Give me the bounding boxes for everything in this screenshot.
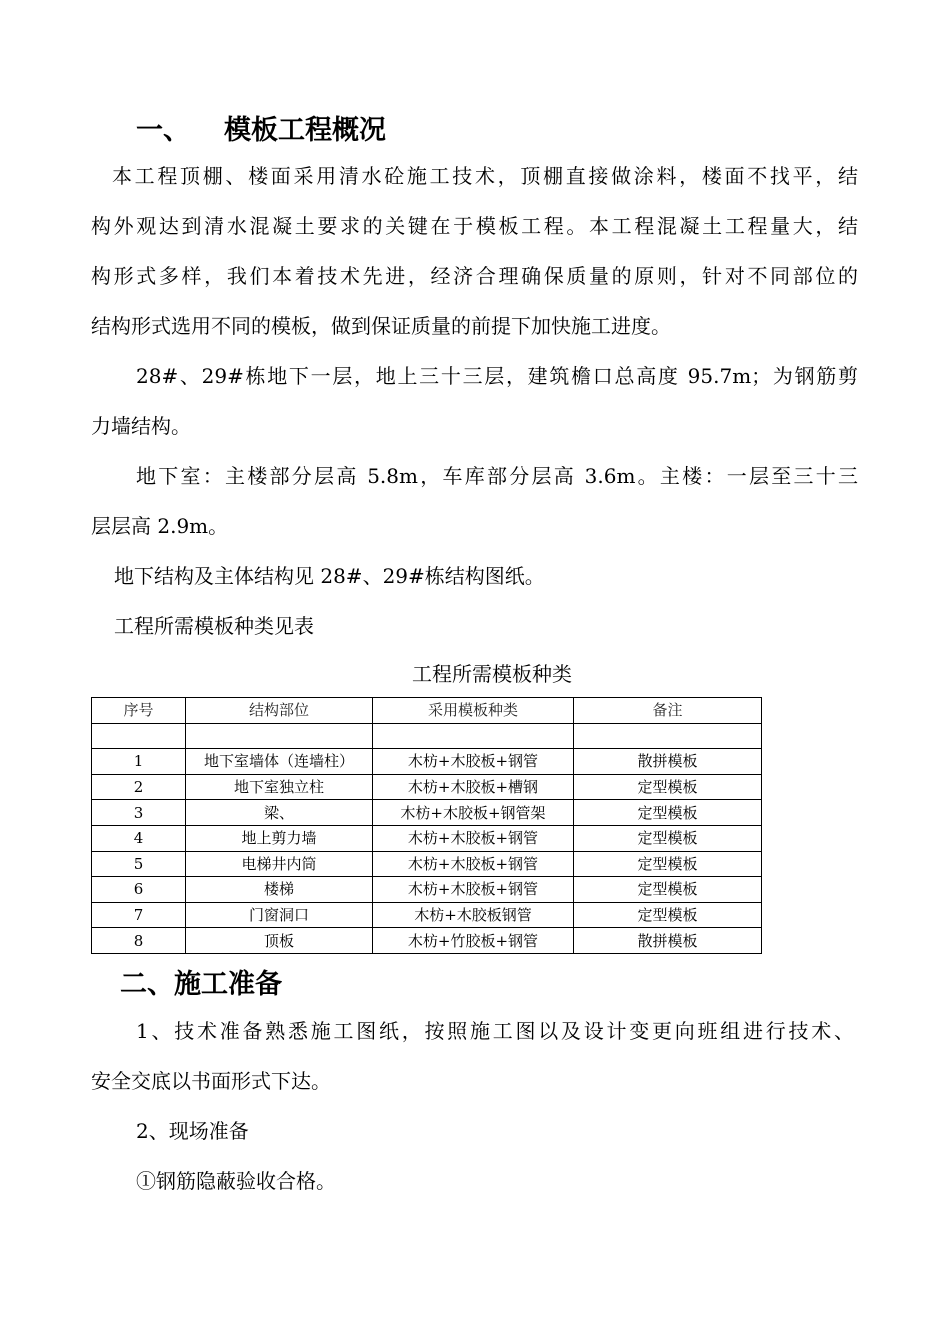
table-cell — [186, 723, 373, 749]
table-row — [92, 902, 762, 928]
table-header-cell: 备注 — [574, 698, 762, 724]
paragraph-1-line-2: 构外观达到清水混凝土要求的关键在于模板工程。本工程混凝土工程量大，结 — [91, 214, 858, 238]
paragraph-1-line-4: 结构形式选用不同的模板，做到保证质量的前提下加快施工进度。 — [91, 314, 671, 338]
table-row — [92, 851, 762, 877]
paragraph-4: 地下结构及主体结构见 28#、29#栋结构图纸。 — [114, 564, 545, 588]
table-header-cell: 序号 — [92, 698, 186, 724]
table-cell: 定型模板 — [574, 902, 762, 928]
table-row — [92, 800, 762, 826]
table-cell: 散拼模板 — [574, 749, 762, 775]
table-cell: 6 — [92, 877, 186, 903]
table-cell: 定型模板 — [574, 800, 762, 826]
table-cell: 电梯井内筒 — [186, 851, 373, 877]
table-cell: 5 — [92, 851, 186, 877]
paragraph-1-line-3: 构形式多样，我们本着技术先进，经济合理确保质量的原则，针对不同部位的 — [91, 264, 858, 288]
table-cell: 定型模板 — [574, 774, 762, 800]
table-cell: 定型模板 — [574, 851, 762, 877]
table-row — [92, 825, 762, 851]
table-cell: 木枋+木胶板+钢管 — [373, 851, 574, 877]
paragraph-2-line-2: 力墙结构。 — [91, 414, 191, 438]
table-cell: 3 — [92, 800, 186, 826]
table-cell: 木枋+木胶板+钢管架 — [373, 800, 574, 826]
table-cell: 地上剪力墙 — [186, 825, 373, 851]
table-cell: 木枋+木胶板+钢管 — [373, 877, 574, 903]
table-cell: 木枋+木胶板+钢管 — [373, 825, 574, 851]
table-cell: 梁、 — [186, 800, 373, 826]
item-2-1: ①钢筋隐蔽验收合格。 — [136, 1169, 336, 1193]
table-caption: 工程所需模板种类 — [412, 662, 572, 686]
table-header-row — [92, 698, 762, 724]
paragraph-5: 工程所需模板种类见表 — [114, 614, 314, 638]
paragraph-3-line-2: 层层高 2.9m。 — [91, 514, 229, 538]
table-cell — [92, 723, 186, 749]
table-cell: 顶板 — [186, 928, 373, 954]
section-2-heading: 二、施工准备 — [120, 969, 282, 1000]
item-1-line-2: 安全交底以书面形式下达。 — [91, 1069, 331, 1093]
table-row — [92, 723, 762, 749]
table-cell: 定型模板 — [574, 877, 762, 903]
table-header-cell: 采用模板种类 — [373, 698, 574, 724]
table-cell: 散拼模板 — [574, 928, 762, 954]
table-cell: 木枋+竹胶板+钢管 — [373, 928, 574, 954]
section-1-number: 一、 — [136, 115, 190, 146]
table-header-cell: 结构部位 — [186, 698, 373, 724]
table-cell — [373, 723, 574, 749]
table-cell: 木枋+木胶板钢管 — [373, 902, 574, 928]
paragraph-2-line-1: 28#、29#栋地下一层，地上三十三层，建筑檐口总高度 95.7m；为钢筋剪 — [136, 364, 858, 388]
paragraph-3-line-1: 地下室：主楼部分层高 5.8m，车库部分层高 3.6m。主楼：一层至三十三 — [136, 464, 858, 488]
formwork-types-table — [91, 697, 762, 954]
table-cell — [574, 723, 762, 749]
table-cell: 门窗洞口 — [186, 902, 373, 928]
table-row — [92, 749, 762, 775]
table-row — [92, 877, 762, 903]
table-cell: 2 — [92, 774, 186, 800]
table-cell: 1 — [92, 749, 186, 775]
table-row — [92, 774, 762, 800]
section-1-heading — [136, 108, 386, 147]
table-cell: 4 — [92, 825, 186, 851]
table-cell: 木枋+木胶板+钢管 — [373, 749, 574, 775]
section-1-title: 模板工程概况 — [224, 115, 386, 146]
item-1-line-1: 1、技术准备熟悉施工图纸，按照施工图以及设计变更向班组进行技术、 — [136, 1019, 854, 1043]
table-cell: 8 — [92, 928, 186, 954]
table-cell: 木枋+木胶板+槽钢 — [373, 774, 574, 800]
table-cell: 地下室墙体（连墙柱） — [186, 749, 373, 775]
table-cell: 7 — [92, 902, 186, 928]
table-cell: 定型模板 — [574, 825, 762, 851]
table-cell: 楼梯 — [186, 877, 373, 903]
item-2: 2、现场准备 — [136, 1119, 249, 1143]
table-cell: 地下室独立柱 — [186, 774, 373, 800]
table-row — [92, 928, 762, 954]
paragraph-1-line-1: 本工程顶棚、楼面采用清水砼施工技术，顶棚直接做涂料，楼面不找平，结 — [112, 164, 858, 188]
